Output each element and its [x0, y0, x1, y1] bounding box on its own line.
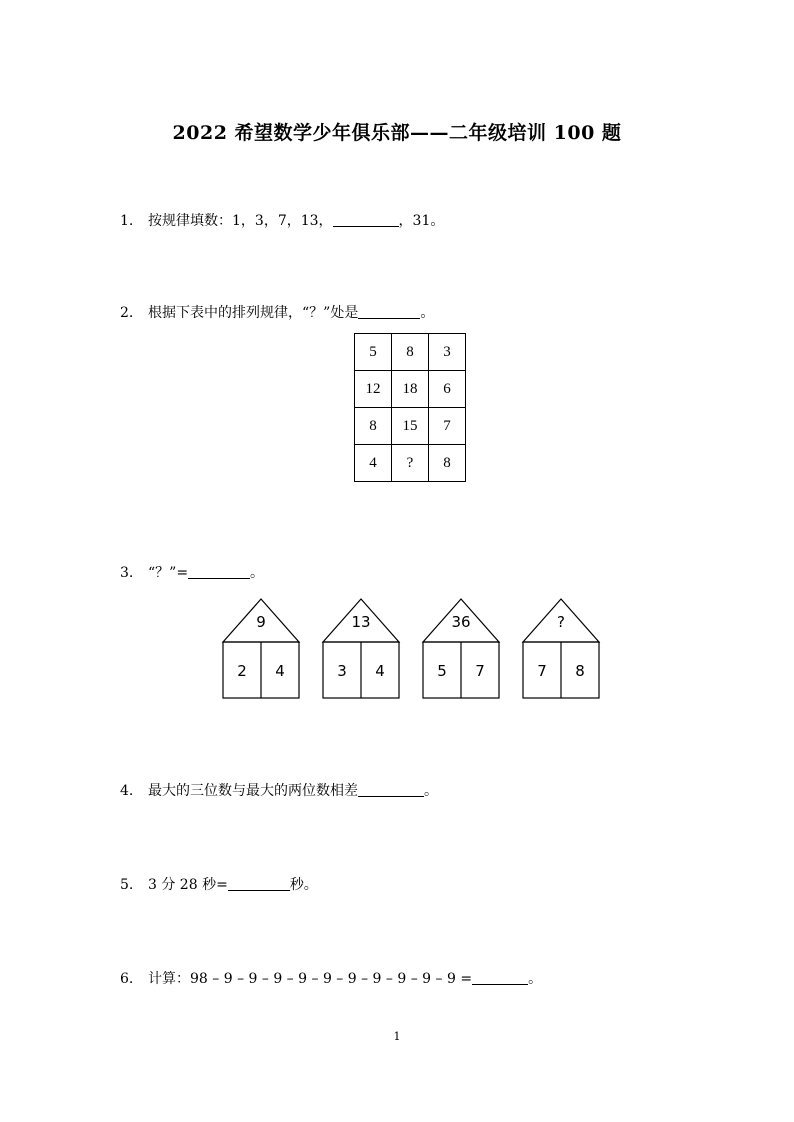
table-cell: 18	[392, 371, 429, 408]
table-cell: 12	[355, 371, 392, 408]
table-cell: 3	[429, 334, 466, 371]
question-text-end: 。	[420, 305, 435, 321]
question-2	[120, 302, 434, 322]
table-cell: 4	[355, 445, 392, 482]
house	[323, 599, 399, 698]
question-text: 计算：98 – 9 – 9 – 9 – 9 – 9 – 9 – 9 – 9 – 9 – 9 =	[148, 971, 473, 987]
number-table	[354, 333, 466, 482]
table-row	[355, 408, 466, 445]
house-left-number: 2	[237, 662, 247, 680]
question-number: 6.	[120, 971, 134, 987]
question-3	[120, 562, 264, 582]
question-text: 按规律填数：1，3，7，13，	[148, 213, 333, 229]
house-diagram	[220, 592, 602, 702]
question-1	[120, 210, 444, 230]
question-6	[120, 968, 542, 988]
table-cell: 5	[355, 334, 392, 371]
question-text: 最大的三位数与最大的两位数相差	[148, 783, 358, 799]
house-right-number: 7	[475, 662, 485, 680]
answer-blank[interactable]	[188, 564, 250, 579]
table-row	[355, 445, 466, 482]
answer-blank[interactable]	[228, 876, 290, 891]
question-number: 3.	[120, 565, 134, 581]
question-text-end: ，31。	[398, 213, 445, 229]
table-row	[355, 371, 466, 408]
house-left-number: 7	[537, 662, 547, 680]
house	[523, 599, 599, 698]
answer-blank[interactable]	[472, 970, 528, 985]
answer-blank[interactable]	[358, 304, 420, 319]
page-number: 1	[393, 1030, 401, 1043]
question-text: “？”=	[148, 565, 189, 581]
question-number: 5.	[120, 877, 134, 893]
question-text-end: 。	[528, 971, 543, 987]
house-right-number: 4	[375, 662, 385, 680]
table-cell: 7	[429, 408, 466, 445]
page-title: 2022 希望数学少年俱乐部——二年级培训 100 题	[172, 122, 622, 144]
house-roof-number: 9	[256, 613, 266, 631]
table-cell: 6	[429, 371, 466, 408]
table-cell: 8	[429, 445, 466, 482]
question-text-end: 秒。	[289, 877, 318, 893]
question-5	[120, 874, 318, 894]
table-cell: ?	[392, 445, 429, 482]
table-cell: 8	[355, 408, 392, 445]
table-row	[355, 334, 466, 371]
question-text-end: 。	[250, 565, 265, 581]
house-roof-number: ?	[557, 613, 565, 631]
question-text: 3 分 28 秒=	[148, 877, 228, 893]
answer-blank[interactable]	[333, 212, 399, 227]
question-4	[120, 780, 438, 800]
house-roof-number: 13	[351, 613, 371, 631]
answer-blank[interactable]	[358, 782, 424, 797]
house	[423, 599, 499, 698]
house-right-number: 8	[575, 662, 585, 680]
question-number: 4.	[120, 783, 134, 799]
question-number: 2.	[120, 305, 134, 321]
question-text-end: 。	[424, 783, 438, 799]
table-cell: 8	[392, 334, 429, 371]
house-roof-number: 36	[451, 613, 471, 631]
question-number: 1.	[120, 213, 134, 229]
house-left-number: 5	[437, 662, 447, 680]
house	[223, 599, 299, 698]
question-text: 根据下表中的排列规律，“？”处是	[148, 305, 359, 321]
house-left-number: 3	[337, 662, 347, 680]
house-right-number: 4	[275, 662, 285, 680]
table-cell: 15	[392, 408, 429, 445]
